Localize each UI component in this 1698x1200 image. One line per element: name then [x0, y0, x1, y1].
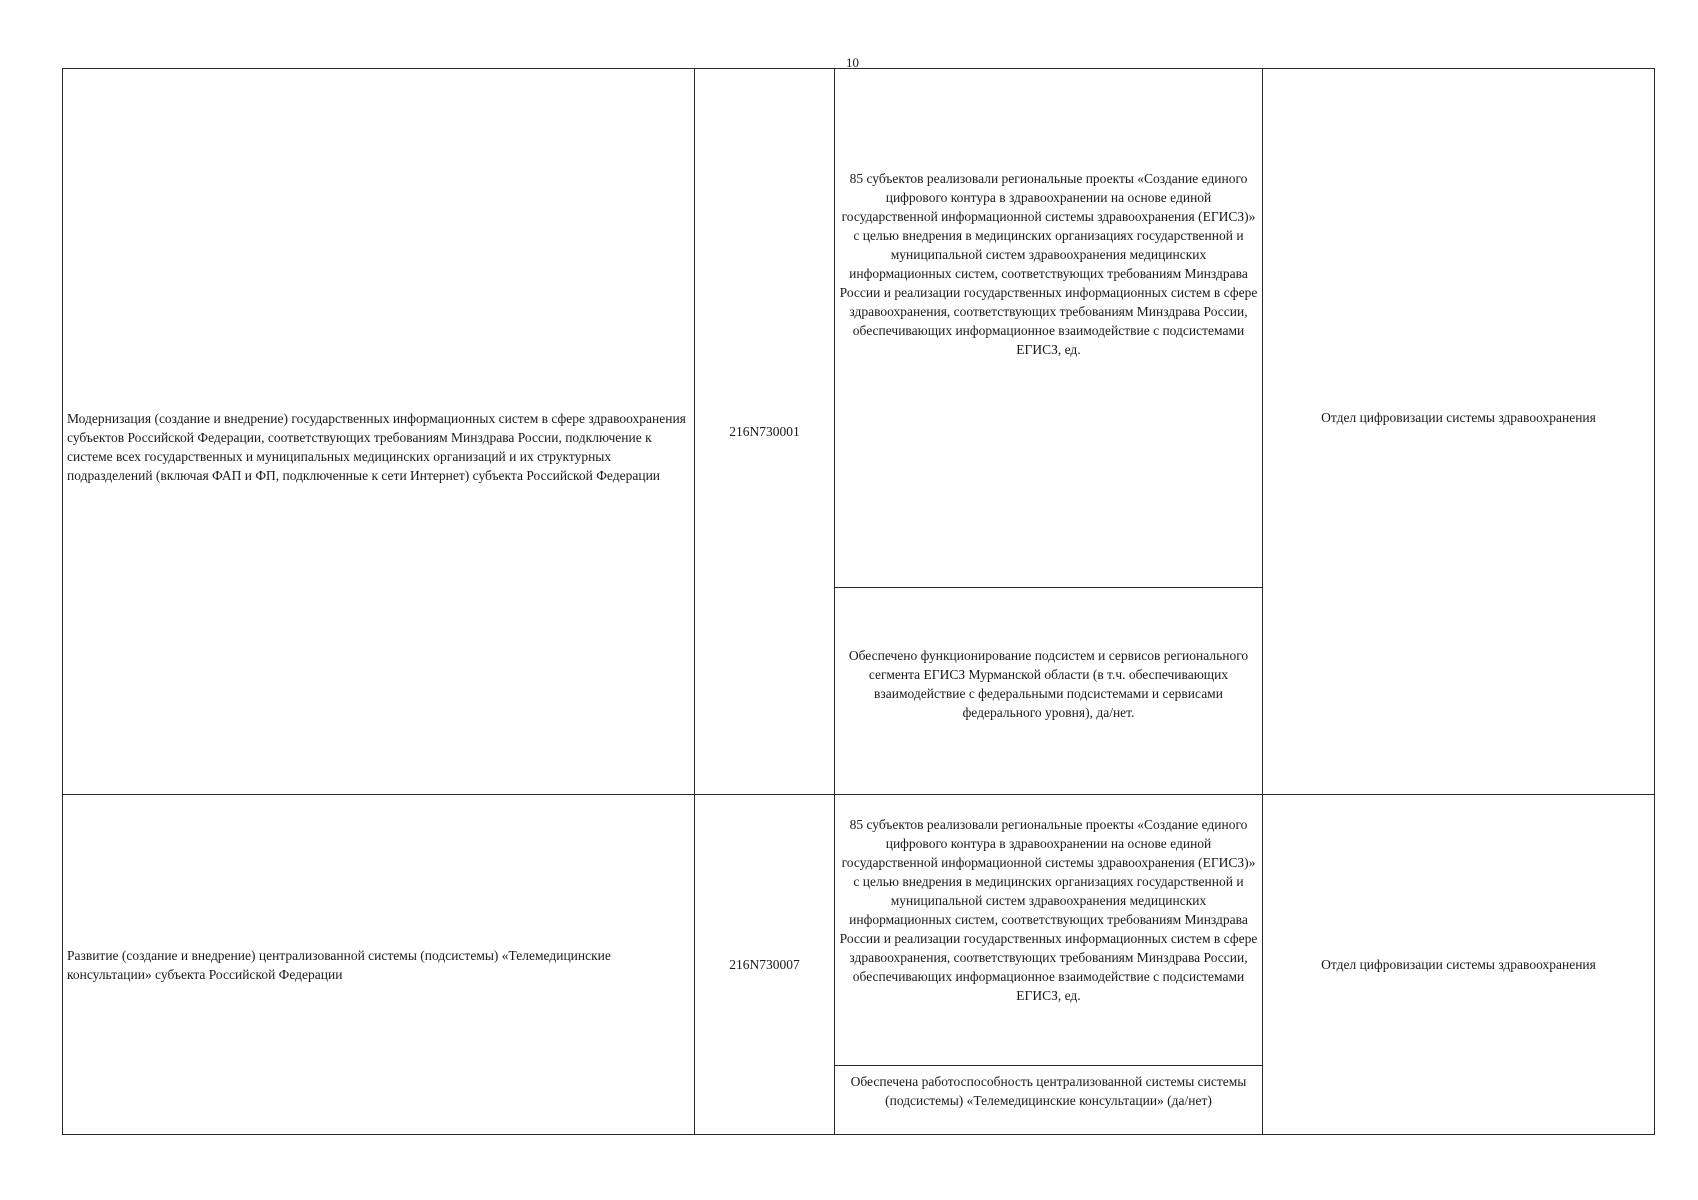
result-cell: Обеспечено функционирование подсистем и сервисов регионального сегмента ЕГИСЗ Мурманской области (в т.ч. обеспечивающих взаимодействие с федеральными подсистемами и сервисами федерального уровня), да/нет. [835, 588, 1263, 795]
result-cell: 85 субъектов реализовали региональные проекты «Создание единого цифрового контура в здравоохранении на основе единой государственной информационной системы здравоохранения (ЕГИСЗ)» с целью внедрения в медицинских организациях государственной и муниципальной систем здравоохранения медицинских информационных систем, соответствующих требованиям Минздрава России и реализации государственных информационных систем в сфере здравоохранения, соответствующих требованиям Минздрава России, обеспечивающих информационное взаимодействие с подсистемами ЕГИСЗ, ед. [835, 795, 1263, 1066]
result-cell: Обеспечена работоспособность централизованной системы системы (подсистемы) «Телемедицинские консультации» (да/нет) [835, 1066, 1263, 1135]
measures-table [62, 68, 1655, 1135]
page-number: 10 [846, 55, 859, 70]
measure-code-cell: 216N730007 [695, 795, 835, 1135]
table-row [63, 69, 1655, 588]
table-row [63, 795, 1655, 1066]
department-cell: Отдел цифровизации системы здравоохранения [1263, 69, 1655, 795]
measure-code-cell: 216N730001 [695, 69, 835, 795]
result-cell: 85 субъектов реализовали региональные проекты «Создание единого цифрового контура в здравоохранении на основе единой государственной информационной системы здравоохранения (ЕГИСЗ)» с целью внедрения в медицинских организациях государственной и муниципальной систем здравоохранения медицинских информационных систем, соответствующих требованиям Минздрава России и реализации государственных информационных систем в сфере здравоохранения, соответствующих требованиям Минздрава России, обеспечивающих информационное взаимодействие с подсистемами ЕГИСЗ, ед. [835, 69, 1263, 588]
measure-name-cell: Развитие (создание и внедрение) централизованной системы (подсистемы) «Телемедицинские консультации» субъекта Российской Федерации [63, 795, 695, 1135]
department-cell: Отдел цифровизации системы здравоохранения [1263, 795, 1655, 1135]
measure-name-cell: Модернизация (создание и внедрение) государственных информационных систем в сфере здравоохранения субъектов Российской Федерации, соответствующих требованиям Минздрава России, подключение к системе всех государственных и муниципальных медицинских организаций и их структурных подразделений (включая ФАП и ФП, подключенные к сети Интернет) субъекта Российской Федерации [63, 69, 695, 795]
